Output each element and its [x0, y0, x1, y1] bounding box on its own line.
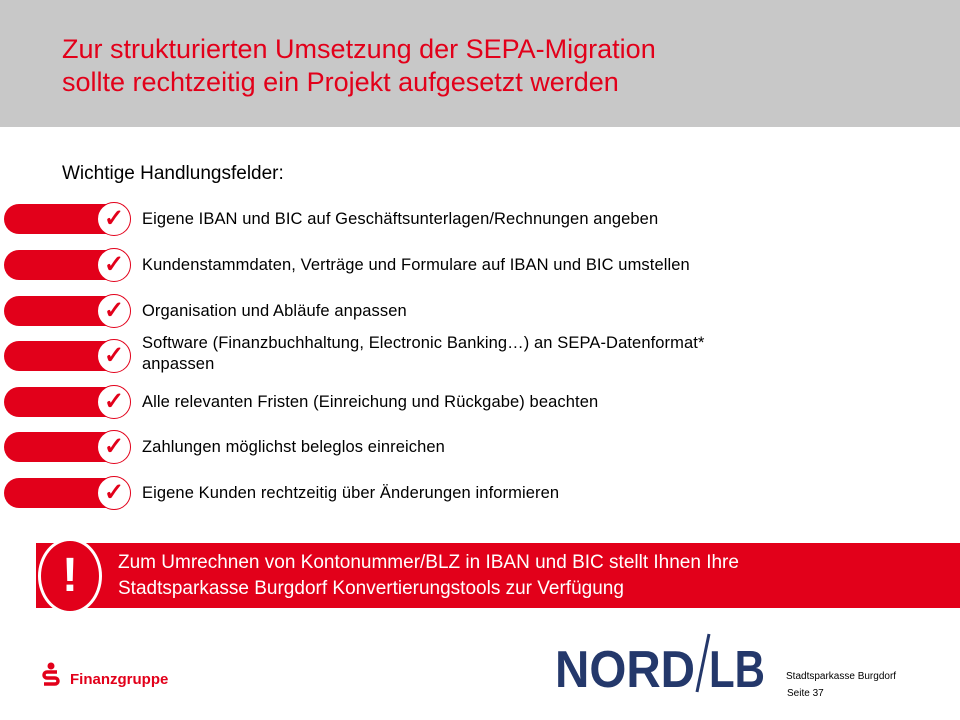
item-text: Eigene Kunden rechtzeitig über Änderungen informieren: [142, 484, 560, 502]
exclamation-icon: !: [38, 538, 102, 614]
nordlb-logo-left: NORD: [555, 641, 695, 699]
slide-title: [62, 33, 656, 99]
sparkasse-s-logo-icon: [40, 662, 62, 688]
list-item: [0, 248, 960, 282]
item-text: Kundenstammdaten, Verträge und Formulare auf IBAN und BIC umstellen: [142, 256, 690, 274]
finanzgruppe-logo-text: Finanzgruppe: [70, 671, 169, 688]
list-item: [0, 294, 960, 328]
checkmark-icon: ✓: [97, 430, 131, 464]
checkmark-icon: ✓: [97, 294, 131, 328]
item-text: Zahlungen möglichst beleglos einreichen: [142, 438, 445, 456]
notice-line-1: Zum Umrechnen von Kontonummer/BLZ in IBAN und BIC stellt Ihnen Ihre: [118, 552, 739, 573]
page-number: Seite 37: [787, 688, 824, 699]
item-text: [142, 333, 704, 375]
nordlb-logo: [555, 632, 765, 699]
notice-text: [118, 550, 948, 602]
item-text-line-1: Software (Finanzbuchhaltung, Electronic Banking…) an SEPA-Datenformat*: [142, 334, 705, 352]
item-text: Organisation und Abläufe anpassen: [142, 302, 407, 320]
list-item: [0, 334, 960, 373]
item-text-line-2: anpassen: [142, 355, 215, 373]
item-text: Alle relevanten Fristen (Einreichung und Rückgabe) beachten: [142, 393, 599, 411]
list-item: [0, 385, 960, 419]
checkmark-icon: ✓: [97, 248, 131, 282]
list-item: [0, 202, 960, 236]
checkmark-icon: ✓: [97, 339, 131, 373]
checkmark-icon: ✓: [97, 202, 131, 236]
title-line-1: Zur strukturierten Umsetzung der SEPA-Migration: [62, 34, 656, 64]
list-item: [0, 430, 960, 464]
subheading: Wichtige Handlungsfelder:: [62, 163, 284, 184]
footer-institution: Stadtsparkasse Burgdorf: [786, 671, 897, 682]
nordlb-logo-right: LB: [709, 641, 765, 699]
title-line-2: sollte rechtzeitig ein Projekt aufgesetzt werden: [62, 67, 619, 97]
checkmark-icon: ✓: [97, 385, 131, 419]
item-text: Eigene IBAN und BIC auf Geschäftsunterlagen/Rechnungen angeben: [142, 210, 659, 228]
checkmark-icon: ✓: [97, 476, 131, 510]
notice-line-2: Stadtsparkasse Burgdorf Konvertierungstools zur Verfügung: [118, 578, 624, 599]
list-item: [0, 476, 960, 510]
